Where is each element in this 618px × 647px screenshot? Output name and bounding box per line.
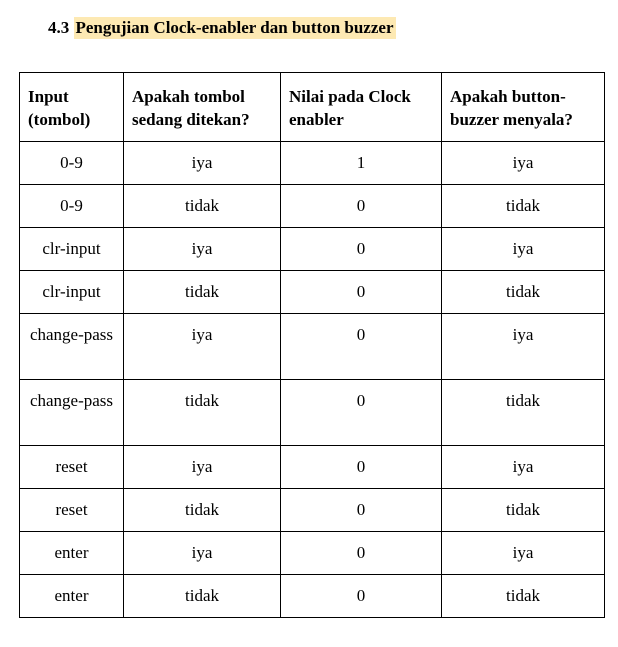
table-row: [20, 575, 605, 618]
cell-input: reset: [20, 489, 124, 532]
header-clock-enabler: Nilai pada Clock enabler: [281, 73, 442, 142]
cell-buzzer: iya: [442, 228, 605, 271]
cell-input: clr-input: [20, 228, 124, 271]
cell-input: enter: [20, 575, 124, 618]
cell-pressed: iya: [124, 532, 281, 575]
cell-pressed: iya: [124, 314, 281, 380]
table-row: [20, 271, 605, 314]
test-table: [19, 72, 605, 618]
cell-input: change-pass: [20, 380, 124, 446]
cell-clock: 0: [281, 532, 442, 575]
cell-clock: 0: [281, 314, 442, 380]
header-pressed: Apakah tombol sedang ditekan?: [124, 73, 281, 142]
section-title: Pengujian Clock-enabler dan button buzzer: [75, 18, 394, 37]
cell-clock: 0: [281, 489, 442, 532]
cell-input: 0-9: [20, 185, 124, 228]
cell-buzzer: iya: [442, 142, 605, 185]
table-row: [20, 380, 605, 446]
cell-clock: 0: [281, 380, 442, 446]
cell-pressed: tidak: [124, 185, 281, 228]
cell-clock: 0: [281, 446, 442, 489]
cell-pressed: iya: [124, 142, 281, 185]
cell-clock: 0: [281, 185, 442, 228]
table-row: [20, 228, 605, 271]
table-row: [20, 185, 605, 228]
cell-pressed: tidak: [124, 489, 281, 532]
cell-pressed: iya: [124, 228, 281, 271]
header-input: Input (tombol): [20, 73, 124, 142]
cell-buzzer: iya: [442, 532, 605, 575]
cell-buzzer: iya: [442, 446, 605, 489]
cell-input: clr-input: [20, 271, 124, 314]
cell-clock: 1: [281, 142, 442, 185]
cell-input: reset: [20, 446, 124, 489]
cell-buzzer: tidak: [442, 271, 605, 314]
cell-pressed: tidak: [124, 575, 281, 618]
cell-buzzer: tidak: [442, 575, 605, 618]
table-header-row: [20, 73, 605, 142]
cell-pressed: tidak: [124, 271, 281, 314]
cell-buzzer: tidak: [442, 489, 605, 532]
section-heading: [48, 18, 396, 38]
cell-input: 0-9: [20, 142, 124, 185]
cell-clock: 0: [281, 271, 442, 314]
section-number: 4.3: [48, 18, 70, 37]
cell-input: change-pass: [20, 314, 124, 380]
cell-buzzer: tidak: [442, 185, 605, 228]
cell-pressed: iya: [124, 446, 281, 489]
cell-buzzer: tidak: [442, 380, 605, 446]
table-row: [20, 142, 605, 185]
cell-pressed: tidak: [124, 380, 281, 446]
cell-clock: 0: [281, 575, 442, 618]
header-buzzer: Apakah button-buzzer menyala?: [442, 73, 605, 142]
table-row: [20, 446, 605, 489]
cell-buzzer: iya: [442, 314, 605, 380]
cell-clock: 0: [281, 228, 442, 271]
table-row: [20, 532, 605, 575]
table-row: [20, 314, 605, 380]
table-row: [20, 489, 605, 532]
cell-input: enter: [20, 532, 124, 575]
